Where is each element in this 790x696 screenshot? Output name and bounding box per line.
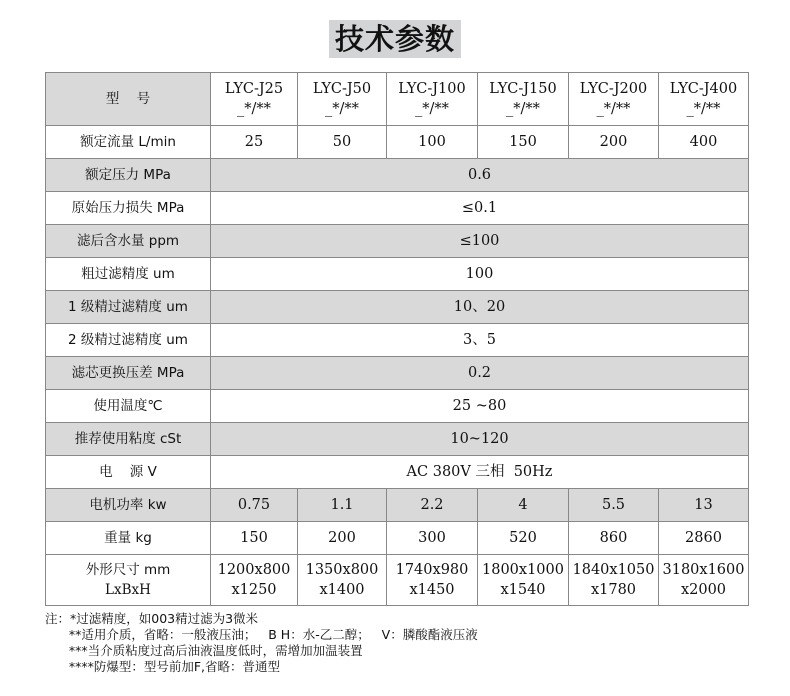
dims-label: 外形尺寸 mm LxBxH — [46, 555, 211, 606]
model-label: 型 号 — [46, 73, 211, 126]
power-supply-label: 电 源 V — [46, 456, 211, 489]
weight-value: 860 — [569, 522, 659, 555]
notes — [45, 611, 478, 675]
water-label: 滤后含水量 ppm — [46, 225, 211, 258]
water-value: ≤100 — [211, 225, 749, 258]
dims-value: 3180x1600 x2000 — [659, 555, 749, 606]
model-cell: LYC-J150 _*/** — [478, 73, 569, 126]
motor-value: 5.5 — [569, 489, 659, 522]
viscosity-value: 10~120 — [211, 423, 749, 456]
motor-value: 13 — [659, 489, 749, 522]
flow-value: 400 — [659, 126, 749, 159]
temp-label: 使用温度℃ — [46, 390, 211, 423]
motor-label: 电机功率 kw — [46, 489, 211, 522]
table-row-model — [46, 73, 749, 126]
table-row-fine2 — [46, 324, 749, 357]
pressure-loss-label: 原始压力损失 MPa — [46, 192, 211, 225]
spec-table — [45, 72, 749, 606]
table-row-diff — [46, 357, 749, 390]
coarse-label: 粗过滤精度 um — [46, 258, 211, 291]
motor-value: 1.1 — [298, 489, 387, 522]
model-cell: LYC-J50 _*/** — [298, 73, 387, 126]
pressure-value: 0.6 — [211, 159, 749, 192]
page-title: 技术参数 — [329, 20, 461, 58]
motor-value: 4 — [478, 489, 569, 522]
pressure-label: 额定压力 MPa — [46, 159, 211, 192]
flow-value: 150 — [478, 126, 569, 159]
table-row-weight — [46, 522, 749, 555]
diff-value: 0.2 — [211, 357, 749, 390]
pressure-loss-value: ≤0.1 — [211, 192, 749, 225]
motor-value: 0.75 — [211, 489, 298, 522]
viscosity-label: 推荐使用粘度 cSt — [46, 423, 211, 456]
table-row-pressure — [46, 159, 749, 192]
fine1-label: 1 级精过滤精度 um — [46, 291, 211, 324]
table-row-power-supply — [46, 456, 749, 489]
weight-value: 150 — [211, 522, 298, 555]
temp-value: 25 ~80 — [211, 390, 749, 423]
dims-value: 1840x1050 x1780 — [569, 555, 659, 606]
weight-label: 重量 kg — [46, 522, 211, 555]
dims-value: 1350x800 x1400 — [298, 555, 387, 606]
table-row-dims — [46, 555, 749, 606]
flow-label: 额定流量 L/min — [46, 126, 211, 159]
motor-value: 2.2 — [387, 489, 478, 522]
title-container — [0, 20, 790, 58]
dims-value: 1740x980 x1450 — [387, 555, 478, 606]
model-cell: LYC-J200 _*/** — [569, 73, 659, 126]
flow-value: 50 — [298, 126, 387, 159]
flow-value: 100 — [387, 126, 478, 159]
table-row-pressure-loss — [46, 192, 749, 225]
table-row-motor — [46, 489, 749, 522]
model-cell: LYC-J25 _*/** — [211, 73, 298, 126]
note-line: **适用介质，省略：一般液压油； B H：水-乙二醇； V：膦酸酯液压液 — [45, 627, 478, 642]
flow-value: 25 — [211, 126, 298, 159]
table-row-fine1 — [46, 291, 749, 324]
weight-value: 520 — [478, 522, 569, 555]
coarse-value: 100 — [211, 258, 749, 291]
weight-value: 2860 — [659, 522, 749, 555]
table-row-water — [46, 225, 749, 258]
fine2-label: 2 级精过滤精度 um — [46, 324, 211, 357]
fine1-value: 10、20 — [211, 291, 749, 324]
note-line: 注：*过滤精度，如003精过滤为3微米 — [45, 611, 259, 626]
weight-value: 300 — [387, 522, 478, 555]
model-cell: LYC-J400 _*/** — [659, 73, 749, 126]
dims-value: 1800x1000 x1540 — [478, 555, 569, 606]
table-row-temp — [46, 390, 749, 423]
table-row-viscosity — [46, 423, 749, 456]
model-cell: LYC-J100 _*/** — [387, 73, 478, 126]
fine2-value: 3、5 — [211, 324, 749, 357]
note-line: ****防爆型：型号前加F,省略：普通型 — [45, 659, 281, 674]
note-line: ***当介质粘度过高后油液温度低时，需增加加温装置 — [45, 643, 363, 658]
power-supply-value: AC 380V 三相 50Hz — [211, 456, 749, 489]
dims-value: 1200x800 x1250 — [211, 555, 298, 606]
diff-label: 滤芯更换压差 MPa — [46, 357, 211, 390]
flow-value: 200 — [569, 126, 659, 159]
table-row-flow — [46, 126, 749, 159]
table-row-coarse — [46, 258, 749, 291]
weight-value: 200 — [298, 522, 387, 555]
